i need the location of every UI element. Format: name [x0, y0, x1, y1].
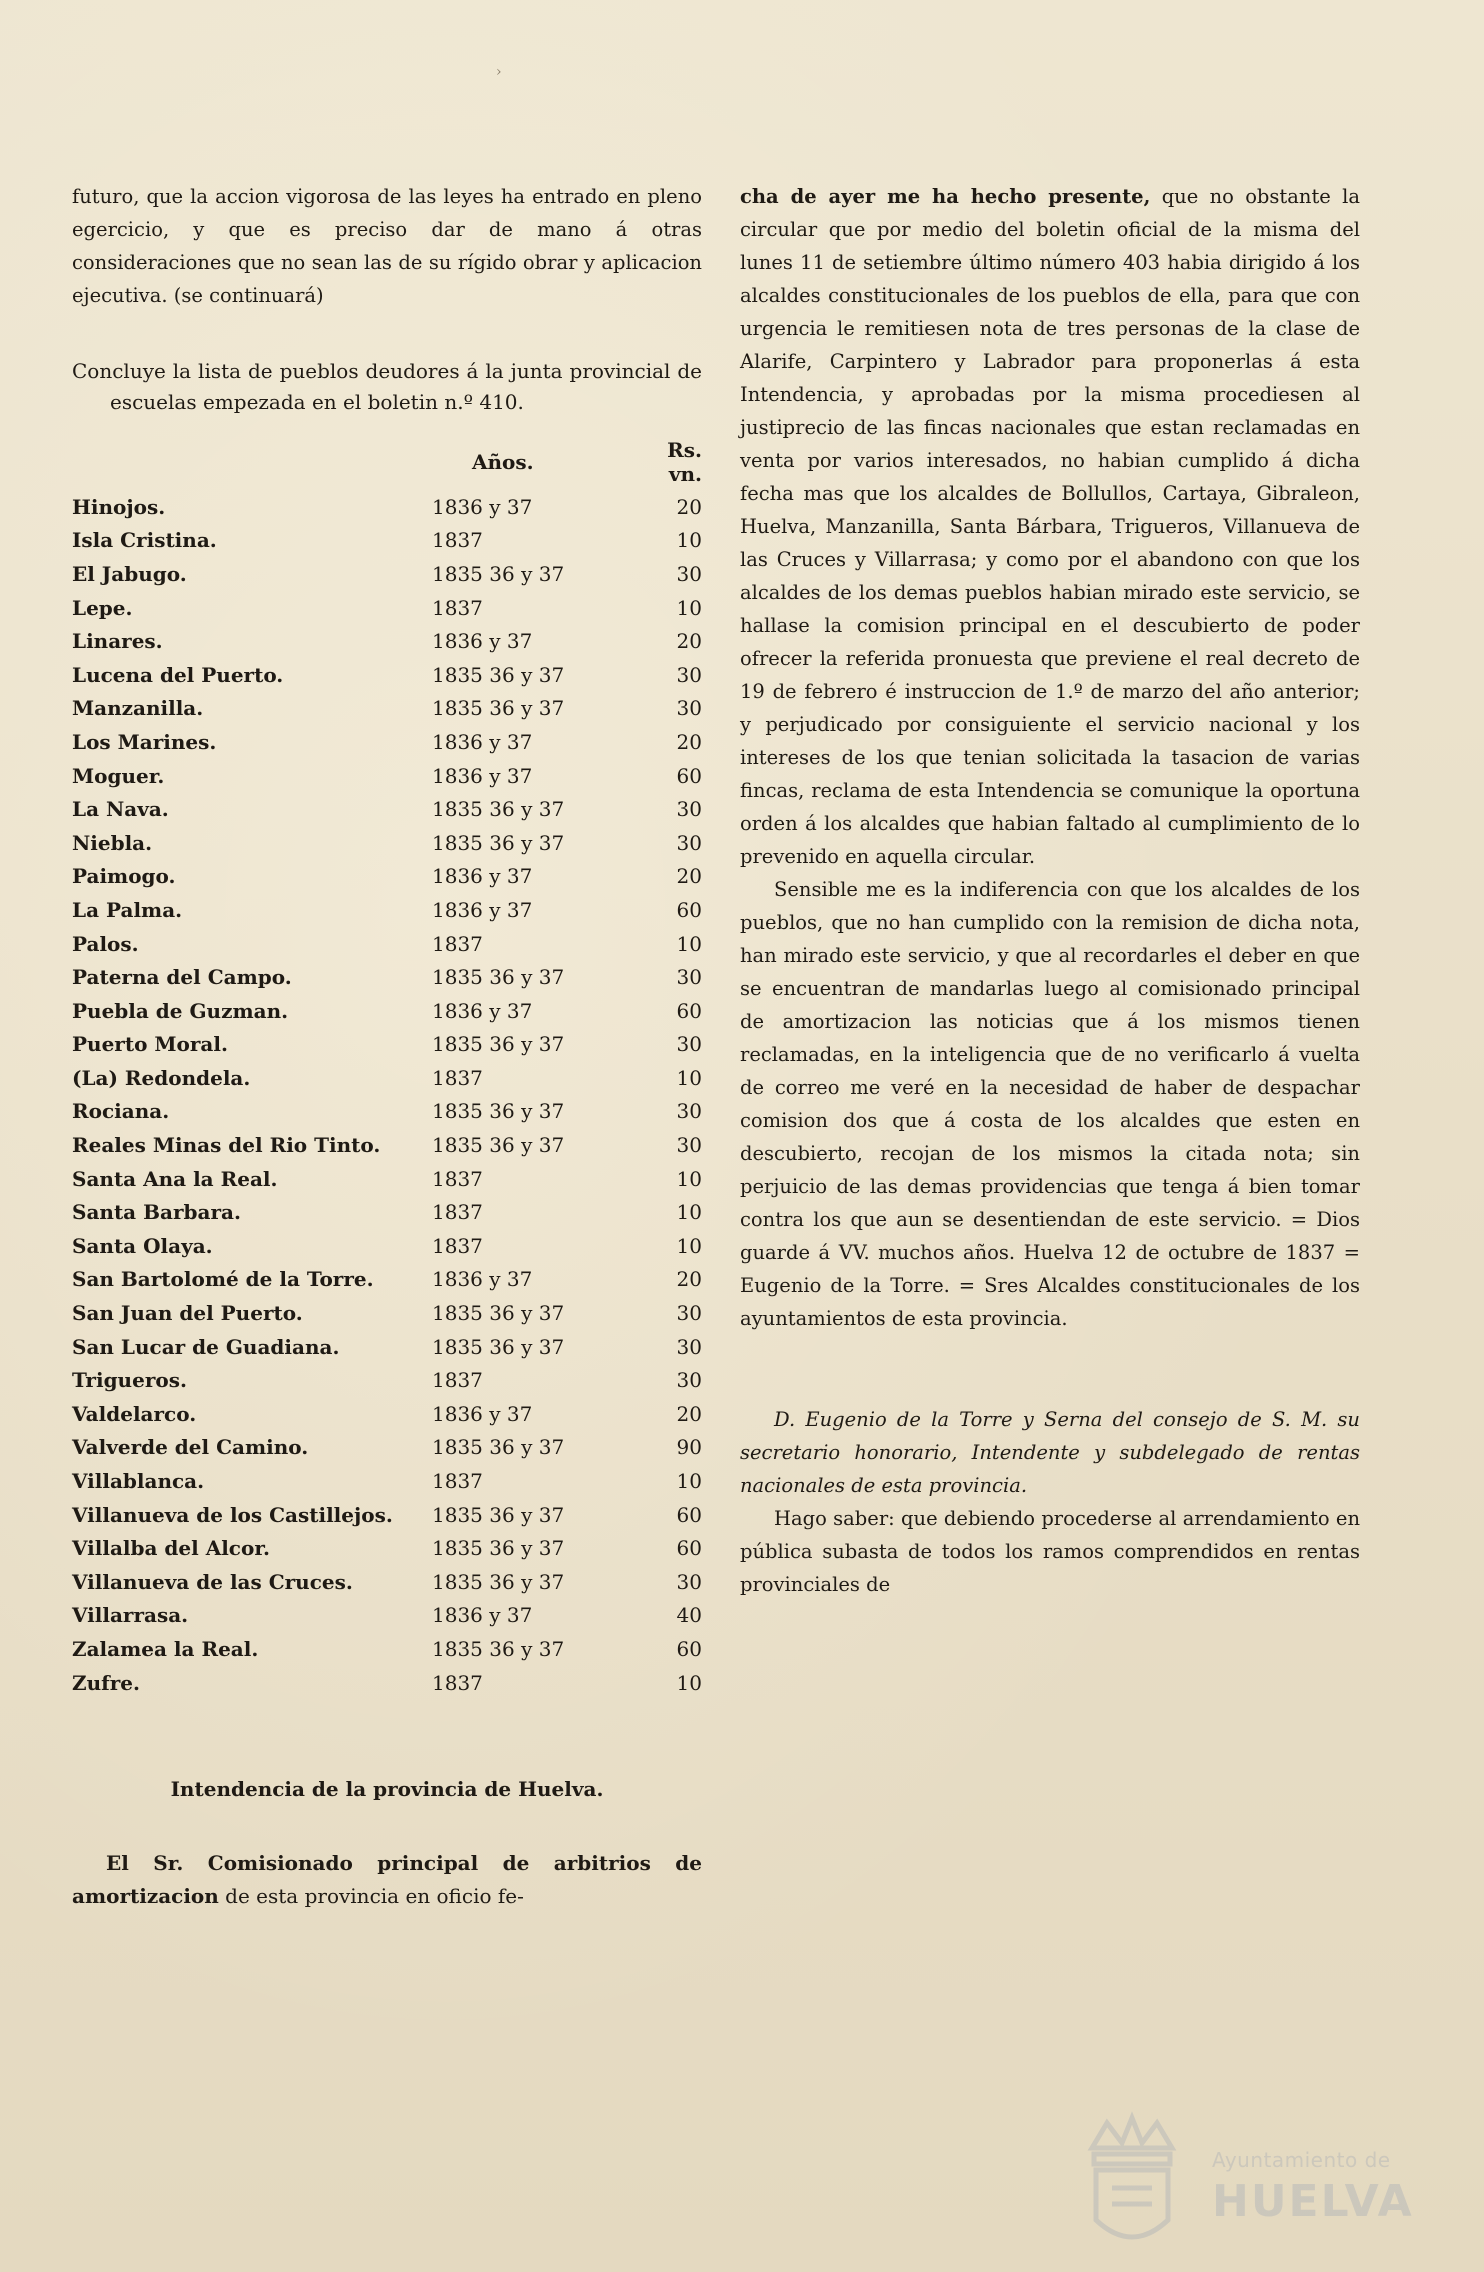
rs-cell: 30	[676, 797, 702, 822]
rs-cell: 30	[676, 1569, 702, 1594]
table-row	[72, 658, 702, 692]
anos-cell: 1836 y 37	[432, 629, 533, 654]
pueblo-cell: (La) Redondela.	[72, 1065, 251, 1090]
pueblo-cell: Villarrasa.	[72, 1603, 189, 1628]
table-row	[72, 927, 702, 961]
pueblo-cell: Lepe.	[72, 595, 133, 620]
pueblo-cell: Trigueros.	[72, 1368, 187, 1393]
rs-cell: 10	[676, 1670, 702, 1695]
anos-cell: 1837	[432, 595, 483, 620]
pueblo-cell: Villanueva de las Cruces.	[72, 1569, 353, 1594]
pueblo-cell: Valverde del Camino.	[72, 1435, 309, 1460]
header-anos: Años.	[472, 450, 534, 474]
rs-cell: 10	[676, 595, 702, 620]
table-row	[72, 1195, 702, 1229]
rs-cell: 10	[676, 1469, 702, 1494]
anos-cell: 1835 36 y 37	[432, 662, 565, 687]
table-row	[72, 994, 702, 1028]
anos-cell: 1837	[432, 528, 483, 553]
pueblo-cell: Hinojos.	[72, 494, 166, 519]
list-heading	[72, 356, 702, 418]
rs-cell: 20	[676, 629, 702, 654]
oficio-bold-text: El Sr. Comisionado principal de arbitrios de amortizacion	[72, 1851, 702, 1909]
table-row	[72, 725, 702, 759]
left-column	[72, 180, 702, 1913]
pueblo-cell: Zufre.	[72, 1670, 140, 1695]
crown-crest-icon	[1072, 2108, 1192, 2256]
rs-cell: 10	[676, 1065, 702, 1090]
rs-cell: 60	[676, 1536, 702, 1561]
anos-cell: 1835 36 y 37	[432, 830, 565, 855]
right-paragraph-1	[740, 180, 1360, 873]
anos-cell: 1835 36 y 37	[432, 1032, 565, 1057]
pueblo-cell: San Juan del Puerto.	[72, 1301, 303, 1326]
opening-paragraph: futuro, que la accion vigorosa de las leyes ha entrado en pleno egercicio, y que es preciso dar de mano á otras consideraciones que no sean las de su rígido obrar y aplicacion ejecutiva. (se continuará)	[72, 185, 702, 307]
anos-cell: 1836 y 37	[432, 763, 533, 788]
table-row	[72, 893, 702, 927]
header-rs: Rs. vn.	[667, 438, 702, 486]
pueblo-cell: Villanueva de los Castillejos.	[72, 1502, 393, 1527]
rs-cell: 10	[676, 1166, 702, 1191]
table-row	[72, 524, 702, 558]
table-row	[72, 860, 702, 894]
rs-cell: 20	[676, 864, 702, 889]
anos-cell: 1835 36 y 37	[432, 1133, 565, 1158]
right-paragraph-2: Sensible me es la indiferencia con que los alcaldes de los pueblos, que no han cumplido con la remision de dicha nota, han mirado este servicio, y que al recordarles el deber en que se encuentran de mandarlas luego al comisionado principal de amortizacion las noticias que á los mismos tienen reclamadas, en la inteligencia que de no verificarlo á vuelta de correo me veré en la necesidad de haber de despachar comision dos que á costa de los alcaldes que esten en descubierto, recojan de los mismos la citada nota; sin perjuicio de las demas providencias que tenga á bien tomar contra los que aun se desentiendan de este servicio. = Dios guarde á VV. muchos años. Huelva 12 de octubre de 1837 = Eugenio de la Torre. = Sres Alcaldes constitucionales de los ayuntamientos de esta provincia.	[740, 878, 1360, 1330]
pueblo-cell: Reales Minas del Rio Tinto.	[72, 1133, 381, 1158]
anos-cell: 1837	[432, 1670, 483, 1695]
rs-cell: 60	[676, 1502, 702, 1527]
table-row	[72, 1363, 702, 1397]
table-row	[72, 1565, 702, 1599]
anos-cell: 1836 y 37	[432, 897, 533, 922]
rs-cell: 20	[676, 729, 702, 754]
pueblo-cell: Zalamea la Real.	[72, 1636, 259, 1661]
rs-cell: 10	[676, 931, 702, 956]
table-row	[72, 1028, 702, 1062]
rs-cell: 10	[676, 528, 702, 553]
pueblo-cell: Puebla de Guzman.	[72, 998, 289, 1023]
pueblo-cell: Palos.	[72, 931, 139, 956]
header-pueblo	[72, 438, 432, 490]
rs-cell: 30	[676, 830, 702, 855]
table-row	[72, 1095, 702, 1129]
table-body	[72, 490, 702, 1699]
table-row	[72, 1632, 702, 1666]
pueblo-cell: Rociana.	[72, 1099, 170, 1124]
pueblo-cell: La Nava.	[72, 797, 169, 822]
anos-cell: 1836 y 37	[432, 729, 533, 754]
anos-cell: 1835 36 y 37	[432, 965, 565, 990]
intendencia-heading: Intendencia de la provincia de Huelva.	[170, 1777, 604, 1802]
watermark-line1: Ayuntamiento de	[1212, 2148, 1391, 2172]
table-row	[72, 1531, 702, 1565]
pueblo-cell: Manzanilla.	[72, 696, 204, 721]
anos-cell: 1836 y 37	[432, 1401, 533, 1426]
rs-cell: 30	[676, 696, 702, 721]
rs-cell: 30	[676, 561, 702, 586]
rs-cell: 30	[676, 1334, 702, 1359]
rs-cell: 40	[676, 1603, 702, 1628]
right-column	[740, 180, 1360, 1601]
table-row	[72, 1431, 702, 1465]
rs-cell: 20	[676, 1401, 702, 1426]
table-row	[72, 1666, 702, 1700]
table-row	[72, 1397, 702, 1431]
rs-cell: 10	[676, 1233, 702, 1258]
rs-cell: 60	[676, 1636, 702, 1661]
table-row	[72, 692, 702, 726]
anos-cell: 1835 36 y 37	[432, 1636, 565, 1661]
anos-cell: 1835 36 y 37	[432, 1099, 565, 1124]
rs-cell: 10	[676, 1200, 702, 1225]
anos-cell: 1837	[432, 1065, 483, 1090]
pueblo-cell: La Palma.	[72, 897, 183, 922]
table-row	[72, 792, 702, 826]
rs-cell: 60	[676, 897, 702, 922]
pueblo-cell: Linares.	[72, 629, 163, 654]
list-heading-text: Concluye la lista de pueblos deudores á la junta provincial de escuelas empezada en el boletin n.º 410.	[72, 359, 702, 414]
pueblo-cell: Isla Cristina.	[72, 528, 217, 553]
rs-cell: 30	[676, 1133, 702, 1158]
rs-cell: 60	[676, 763, 702, 788]
watermark-line2: HUELVA	[1212, 2176, 1414, 2227]
pueblo-cell: San Lucar de Guadiana.	[72, 1334, 340, 1359]
rs-cell: 30	[676, 1099, 702, 1124]
anos-cell: 1835 36 y 37	[432, 1435, 565, 1460]
anos-cell: 1835 36 y 37	[432, 1301, 565, 1326]
pueblo-cell: Paimogo.	[72, 864, 176, 889]
rs-cell: 30	[676, 1032, 702, 1057]
right-p1-rest: que no obstante la circular que por medio del boletin oficial de la misma del lunes 11 de setiembre último número 403 habia dirigido á los alcaldes constitucionales de los pueblos de ella, para que con urgencia le remitiesen nota de tres personas de la clase de Alarife, Carpintero y Labrador para proponerlas á esta Intendencia, y aprobadas por la misma procediesen al justiprecio de las fincas nacionales que estan reclamadas en venta por varios interesados, no habian cumplido á dicha fecha mas que los alcaldes de Bollullos, Cartaya, Gibraleon, Huelva, Manzanilla, Santa Bárbara, Trigueros, Villanueva de las Cruces y Villarrasa; y como por el abandono con que los alcaldes de los demas pueblos habian mirado este servicio, se hallase la comision principal en el descubierto de poder ofrecer la referida pronuesta que previene el real decreto de 19 de febrero é instruccion de 1.º de marzo del año anterior; y perjudicado por consiguiente el servicio nacional y los intereses de los que tenian solicitada la tasacion de varias fincas, reclama de esta Intendencia se comunique la oportuna orden á los alcaldes que habian faltado al cumplimiento de lo prevenido en aquella circular.	[740, 185, 1360, 868]
anos-cell: 1836 y 37	[432, 1267, 533, 1292]
rs-cell: 30	[676, 1301, 702, 1326]
anos-cell: 1836 y 37	[432, 864, 533, 889]
pueblo-cell: Moguer.	[72, 763, 165, 788]
anos-cell: 1835 36 y 37	[432, 1502, 565, 1527]
table-row	[72, 1128, 702, 1162]
anos-cell: 1837	[432, 1166, 483, 1191]
table-row	[72, 1464, 702, 1498]
anos-cell: 1835 36 y 37	[432, 696, 565, 721]
pueblo-cell: Santa Barbara.	[72, 1200, 241, 1225]
pueblo-cell: San Bartolomé de la Torre.	[72, 1267, 374, 1292]
pueblo-cell: Paterna del Campo.	[72, 965, 292, 990]
anos-cell: 1837	[432, 1368, 483, 1393]
pueblo-cell: Valdelarco.	[72, 1401, 197, 1426]
pueblo-cell: Villalba del Alcor.	[72, 1536, 270, 1561]
table-row	[72, 826, 702, 860]
anos-cell: 1835 36 y 37	[432, 561, 565, 586]
pueblo-cell: Los Marines.	[72, 729, 217, 754]
table-row	[72, 490, 702, 524]
decree-heading: D. Eugenio de la Torre y Serna del consejo de S. M. su secretario honorario, Intendente y subdelegado de rentas nacionales de esta provincia.	[740, 1408, 1360, 1497]
anos-cell: 1836 y 37	[432, 1603, 533, 1628]
archive-watermark	[1072, 2108, 1412, 2256]
anos-cell: 1837	[432, 1233, 483, 1258]
oficio-rest-text: de esta provincia en oficio fe-	[218, 1884, 524, 1909]
table-row	[72, 1162, 702, 1196]
rs-cell: 20	[676, 1267, 702, 1292]
pueblo-cell: Santa Olaya.	[72, 1233, 213, 1258]
rs-cell: 30	[676, 662, 702, 687]
rs-cell: 30	[676, 1368, 702, 1393]
table-row	[72, 759, 702, 793]
anos-cell: 1837	[432, 1200, 483, 1225]
table-row	[72, 1229, 702, 1263]
pueblo-cell: Niebla.	[72, 830, 153, 855]
table-header-row	[72, 438, 702, 490]
anos-cell: 1835 36 y 37	[432, 1569, 565, 1594]
anos-cell: 1835 36 y 37	[432, 1536, 565, 1561]
pueblo-cell: El Jabugo.	[72, 561, 187, 586]
debtor-towns-table	[72, 438, 702, 1699]
right-p1-bold: cha de ayer me ha hecho presente,	[740, 185, 1151, 208]
rs-cell: 60	[676, 998, 702, 1023]
rs-cell: 90	[676, 1435, 702, 1460]
pueblo-cell: Santa Ana la Real.	[72, 1166, 278, 1191]
anos-cell: 1835 36 y 37	[432, 1334, 565, 1359]
table-row	[72, 1296, 702, 1330]
table-row	[72, 557, 702, 591]
anos-cell: 1837	[432, 1469, 483, 1494]
page-mark: ›	[496, 64, 502, 80]
anos-cell: 1836 y 37	[432, 998, 533, 1023]
pueblo-cell: Puerto Moral.	[72, 1032, 228, 1057]
oficio-paragraph	[72, 1847, 702, 1913]
table-row	[72, 624, 702, 658]
table-row	[72, 960, 702, 994]
anos-cell: 1837	[432, 931, 483, 956]
anos-cell: 1836 y 37	[432, 494, 533, 519]
decree-body: Hago saber: que debiendo procederse al arrendamiento en pública subasta de todos los ramos comprendidos en rentas provinciales de	[740, 1507, 1360, 1596]
table-row	[72, 1330, 702, 1364]
table-row	[72, 1061, 702, 1095]
anos-cell: 1835 36 y 37	[432, 797, 565, 822]
rs-cell: 30	[676, 965, 702, 990]
table-row	[72, 1599, 702, 1633]
rs-cell: 20	[676, 494, 702, 519]
pueblo-cell: Lucena del Puerto.	[72, 662, 284, 687]
pueblo-cell: Villablanca.	[72, 1469, 205, 1494]
table-row	[72, 1498, 702, 1532]
table-row	[72, 1263, 702, 1297]
table-row	[72, 591, 702, 625]
